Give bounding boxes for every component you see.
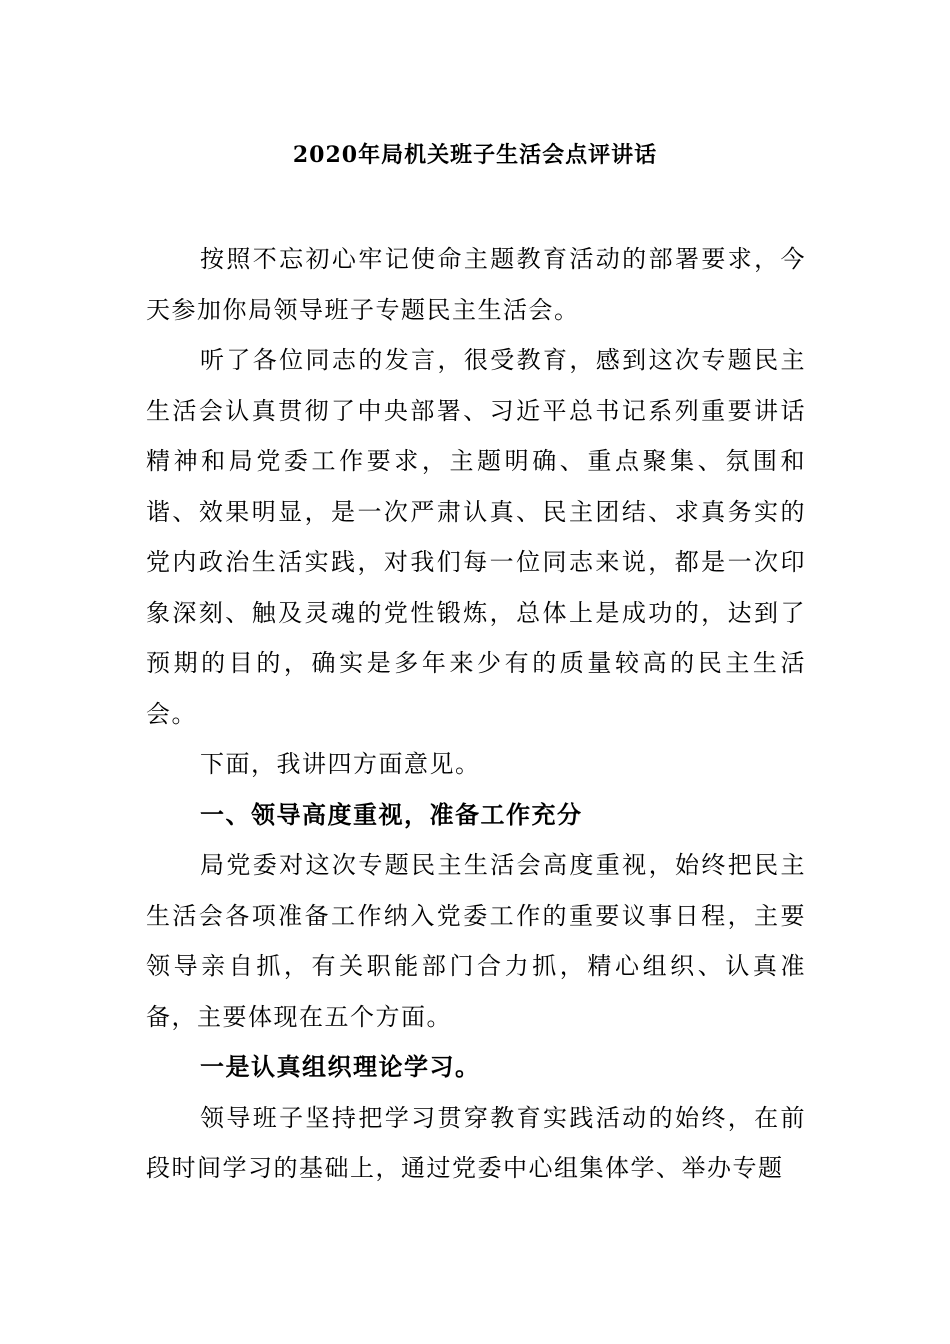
paragraph-outline: 下面，我讲四方面意见。	[200, 750, 481, 778]
subheading-theory-study: 一是认真组织理论学习。	[200, 1052, 481, 1081]
section-heading-1: 一、领导高度重视，准备工作充分	[200, 799, 583, 829]
paragraph-study-detail: 领导班子坚持把学习贯穿教育实践活动的始终，在前段时间学习的基础上，通过党委中心组集体学、举办专题	[146, 1103, 806, 1182]
document-title: 2020年局机关班子生活会点评讲话	[292, 142, 658, 168]
paragraph-intro: 按照不忘初心牢记使命主题教育活动的部署要求，今天参加你局领导班子专题民主生活会。	[146, 245, 806, 324]
paragraph-evaluation: 听了各位同志的发言，很受教育，感到这次专题民主生活会认真贯彻了中央部署、习近平总书记系列重要讲话精神和局党委工作要求，主题明确、重点聚集、氛围和谐、效果明显，是一次严肃认真、民主团结、求真务实的党内政治生活实践，对我们每一位同志来说，都是一次印象深刻、触及灵魂的党性锻炼，总体上是成功的，达到了预期的目的，确实是多年来少有的质量较高的民主生活会。	[146, 346, 806, 728]
document-body	[146, 234, 806, 1194]
paragraph-preparation: 局党委对这次专题民主生活会高度重视，始终把民主生活会各项准备工作纳入党委工作的重要议事日程，主要领导亲自抓，有关职能部门合力抓，精心组织、认真准备，主要体现在五个方面。	[146, 851, 806, 1031]
